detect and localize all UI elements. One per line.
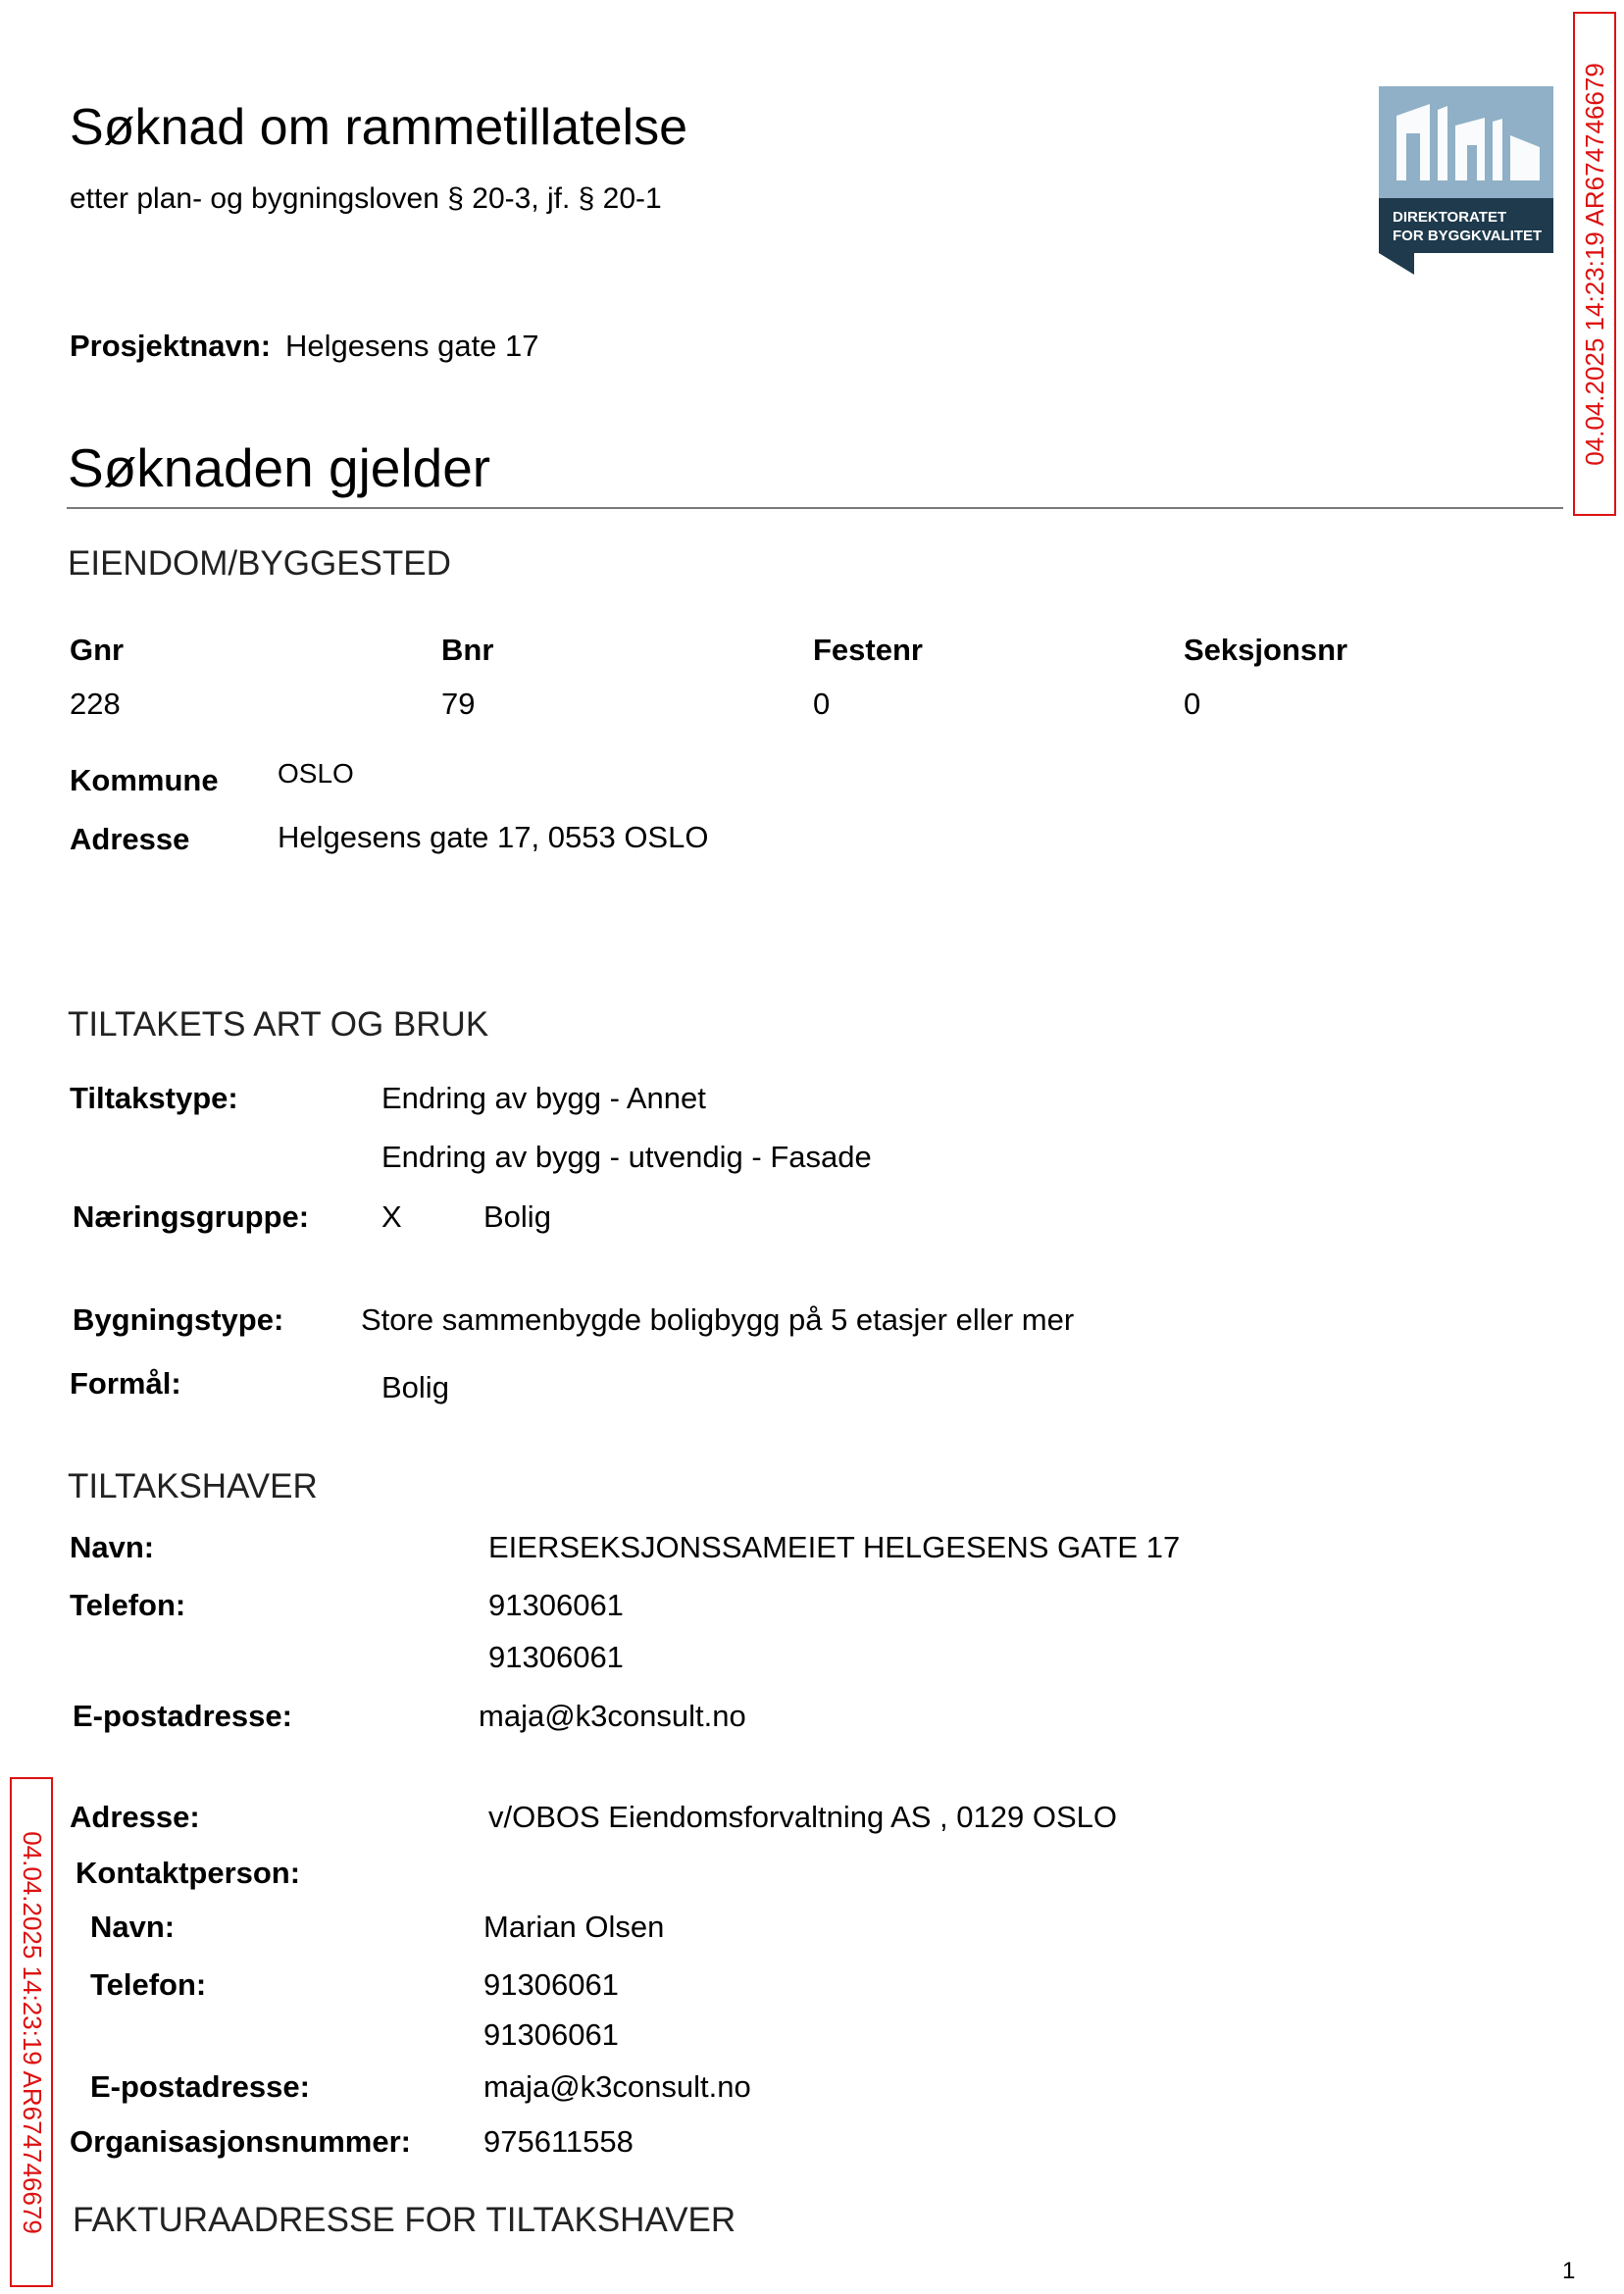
tiltakstype-value-2: Endring av bygg - utvendig - Fasade: [381, 1140, 872, 1174]
gnr-value: 228: [70, 687, 121, 721]
seksjonsnr-value: 0: [1184, 687, 1201, 721]
archive-stamp-top: 04.04.2025 14:23:19 AR674746679: [1573, 12, 1616, 516]
tiltakshaver-epost-value: maja@k3consult.no: [479, 1699, 746, 1733]
kontakt-navn-label: Navn:: [90, 1910, 176, 1944]
bygningstype-value: Store sammenbygde boligbygg på 5 etasjer eller mer: [361, 1302, 1075, 1337]
tiltakstype-label: Tiltakstype:: [70, 1081, 238, 1115]
adresse-value: Helgesens gate 17, 0553 OSLO: [278, 820, 709, 854]
kontakt-navn-value: Marian Olsen: [483, 1910, 665, 1944]
tiltakshaver-heading: TILTAKSHAVER: [68, 1467, 318, 1505]
document-title: Søknad om rammetillatelse: [70, 99, 687, 156]
logo-line2: FOR BYGGKVALITET: [1393, 228, 1543, 244]
kontakt-telefon-value-2: 91306061: [483, 2017, 619, 2052]
page-number: 1: [1562, 2258, 1576, 2284]
faktura-heading: FAKTURAADRESSE FOR TILTAKSHAVER: [73, 2201, 736, 2239]
document-subtitle: etter plan- og bygningsloven § 20-3, jf. § 20-1: [70, 182, 662, 215]
bnr-value: 79: [441, 687, 476, 721]
col-bnr: Bnr: [441, 633, 494, 667]
naeringsgruppe-value: Bolig: [483, 1199, 551, 1234]
festenr-value: 0: [813, 687, 831, 721]
project-name-value: Helgesens gate 17: [285, 329, 539, 363]
organisasjonsnummer-value: 975611558: [483, 2124, 634, 2159]
kommune-label: Kommune: [70, 763, 219, 797]
col-gnr: Gnr: [70, 633, 125, 667]
archive-stamp-left: 04.04.2025 14:23:19 AR674746679: [10, 1777, 53, 2287]
tiltakshaver-adresse-label: Adresse:: [70, 1800, 200, 1834]
col-seksjonsnr: Seksjonsnr: [1184, 633, 1348, 667]
naeringsgruppe-code: X: [381, 1199, 402, 1234]
kontaktperson-label: Kontaktperson:: [76, 1856, 301, 1890]
tiltakshaver-telefon-value-2: 91306061: [488, 1640, 624, 1674]
tiltakshaver-adresse-value: v/OBOS Eiendomsforvaltning AS , 0129 OSLO: [488, 1800, 1117, 1834]
eiendom-heading: EIENDOM/BYGGESTED: [68, 544, 451, 583]
kontakt-epost-value: maja@k3consult.no: [483, 2069, 751, 2104]
kontakt-telefon-value-1: 91306061: [483, 1967, 619, 2002]
logo-line1: DIREKTORATET: [1393, 209, 1507, 226]
bygningstype-label: Bygningstype:: [73, 1302, 284, 1337]
tiltakshaver-navn-value: EIERSEKSJONSSAMEIET HELGESENS GATE 17: [488, 1530, 1181, 1564]
section-title: Søknaden gjelder: [68, 437, 491, 498]
project-name-label: Prosjektnavn:: [70, 329, 272, 363]
naeringsgruppe-label: Næringsgruppe:: [73, 1199, 310, 1234]
tiltakstype-value-1: Endring av bygg - Annet: [381, 1081, 706, 1115]
kontakt-telefon-label: Telefon:: [90, 1967, 207, 2002]
formal-value: Bolig: [381, 1370, 449, 1404]
col-festenr: Festenr: [813, 633, 923, 667]
adresse-label: Adresse: [70, 822, 190, 856]
dibk-logo: [1379, 86, 1553, 275]
tiltakshaver-telefon-label: Telefon:: [70, 1588, 186, 1622]
section-divider: [67, 507, 1563, 509]
kommune-value: OSLO: [278, 758, 354, 789]
tiltakshaver-navn-label: Navn:: [70, 1530, 155, 1564]
tiltak-heading: TILTAKETS ART OG BRUK: [68, 1005, 489, 1044]
kontakt-epost-label: E-postadresse:: [90, 2069, 310, 2104]
organisasjonsnummer-label: Organisasjonsnummer:: [70, 2124, 411, 2159]
tiltakshaver-epost-label: E-postadresse:: [73, 1699, 292, 1733]
tiltakshaver-telefon-value-1: 91306061: [488, 1588, 624, 1622]
formal-label: Formål:: [70, 1366, 181, 1401]
